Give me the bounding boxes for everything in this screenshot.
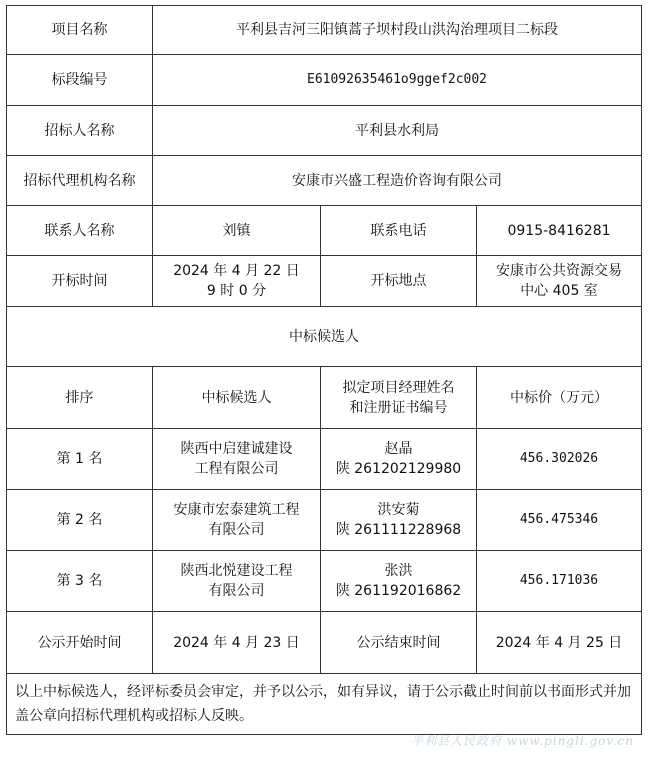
candidate-price: 456.475346 xyxy=(477,490,642,551)
agency-value: 安康市兴盛工程造价咨询有限公司 xyxy=(153,156,642,206)
publicity-start-value: 2024 年 4 月 23 日 xyxy=(153,612,321,674)
tenderee-label: 招标人名称 xyxy=(7,106,153,156)
candidates-section-title: 中标候选人 xyxy=(7,307,642,367)
header-candidate: 中标候选人 xyxy=(153,367,321,429)
header-manager-line2: 和注册证书编号 xyxy=(349,399,448,416)
header-manager xyxy=(321,367,477,429)
company-line1: 陕西北悦建设工程 xyxy=(180,563,293,579)
company-line2: 工程有限公司 xyxy=(194,461,279,477)
candidate-price: 456.171036 xyxy=(477,551,642,612)
manager-name: 张洪 xyxy=(384,563,413,579)
publicity-end-value: 2024 年 4 月 25 日 xyxy=(477,612,642,674)
row-opening xyxy=(7,256,642,307)
phone-label: 联系电话 xyxy=(321,206,477,256)
row-notice xyxy=(7,674,642,735)
company-line1: 陕西中启建诚建设 xyxy=(180,441,293,457)
manager-cert: 陕 261111228968 xyxy=(335,522,462,538)
row-project-name xyxy=(7,6,642,55)
candidate-company xyxy=(153,429,321,490)
company-line1: 安康市宏泰建筑工程 xyxy=(173,502,300,518)
row-publicity xyxy=(7,612,642,674)
company-line2: 有限公司 xyxy=(208,522,265,538)
manager-cert: 陕 261192016862 xyxy=(335,583,462,599)
bid-result-table xyxy=(6,5,642,735)
candidate-manager xyxy=(321,490,477,551)
notice-text: 以上中标候选人，经评标委员会审定，并予以公示，如有异议，请于公示截止时间前以书面形式并加盖公章向招标代理机构或招标人反映。 xyxy=(7,674,642,735)
candidate-company xyxy=(153,490,321,551)
table-row xyxy=(7,429,642,490)
candidate-price: 456.302026 xyxy=(477,429,642,490)
open-time-date: 2024 年 4 月 22 日 xyxy=(173,263,300,279)
open-time-label: 开标时间 xyxy=(7,256,153,307)
company-line2: 有限公司 xyxy=(208,583,265,599)
candidate-manager xyxy=(321,429,477,490)
phone-value: 0915-8416281 xyxy=(477,206,642,256)
section-code-value: E61092635461o9ggef2c002 xyxy=(153,55,642,106)
row-candidates-title xyxy=(7,307,642,367)
open-place-value xyxy=(477,256,642,307)
table-row xyxy=(7,490,642,551)
contact-value: 刘镇 xyxy=(153,206,321,256)
open-time-value xyxy=(153,256,321,307)
manager-name: 洪安菊 xyxy=(377,502,420,518)
row-tenderee xyxy=(7,106,642,156)
header-price: 中标价（万元） xyxy=(477,367,642,429)
publicity-start-label: 公示开始时间 xyxy=(7,612,153,674)
header-rank: 排序 xyxy=(7,367,153,429)
header-manager-line1: 拟定项目经理姓名 xyxy=(342,379,455,396)
candidate-manager xyxy=(321,551,477,612)
row-contact xyxy=(7,206,642,256)
contact-label: 联系人名称 xyxy=(7,206,153,256)
site-watermark: 平利县人民政府 www.pingli.gov.cn xyxy=(411,734,634,748)
publicity-end-label: 公示结束时间 xyxy=(321,612,477,674)
tenderee-value: 平利县水利局 xyxy=(153,106,642,156)
project-name-value: 平利县吉河三阳镇蒿子坝村段山洪沟治理项目二标段 xyxy=(153,6,642,55)
candidate-rank: 第 3 名 xyxy=(7,551,153,612)
table-row xyxy=(7,551,642,612)
manager-name: 赵晶 xyxy=(384,441,413,457)
open-time-hour: 9 时 0 分 xyxy=(206,283,267,299)
row-agency xyxy=(7,156,642,206)
section-code-label: 标段编号 xyxy=(7,55,153,106)
open-place-line2: 中心 405 室 xyxy=(520,283,598,299)
project-name-label: 项目名称 xyxy=(7,6,153,55)
row-section-code xyxy=(7,55,642,106)
open-place-line1: 安康市公共资源交易 xyxy=(496,263,622,279)
candidate-rank: 第 2 名 xyxy=(7,490,153,551)
agency-label: 招标代理机构名称 xyxy=(7,156,153,206)
row-candidates-header xyxy=(7,367,642,429)
open-place-label: 开标地点 xyxy=(321,256,477,307)
manager-cert: 陕 261202129980 xyxy=(335,461,462,477)
candidate-company xyxy=(153,551,321,612)
candidate-rank: 第 1 名 xyxy=(7,429,153,490)
